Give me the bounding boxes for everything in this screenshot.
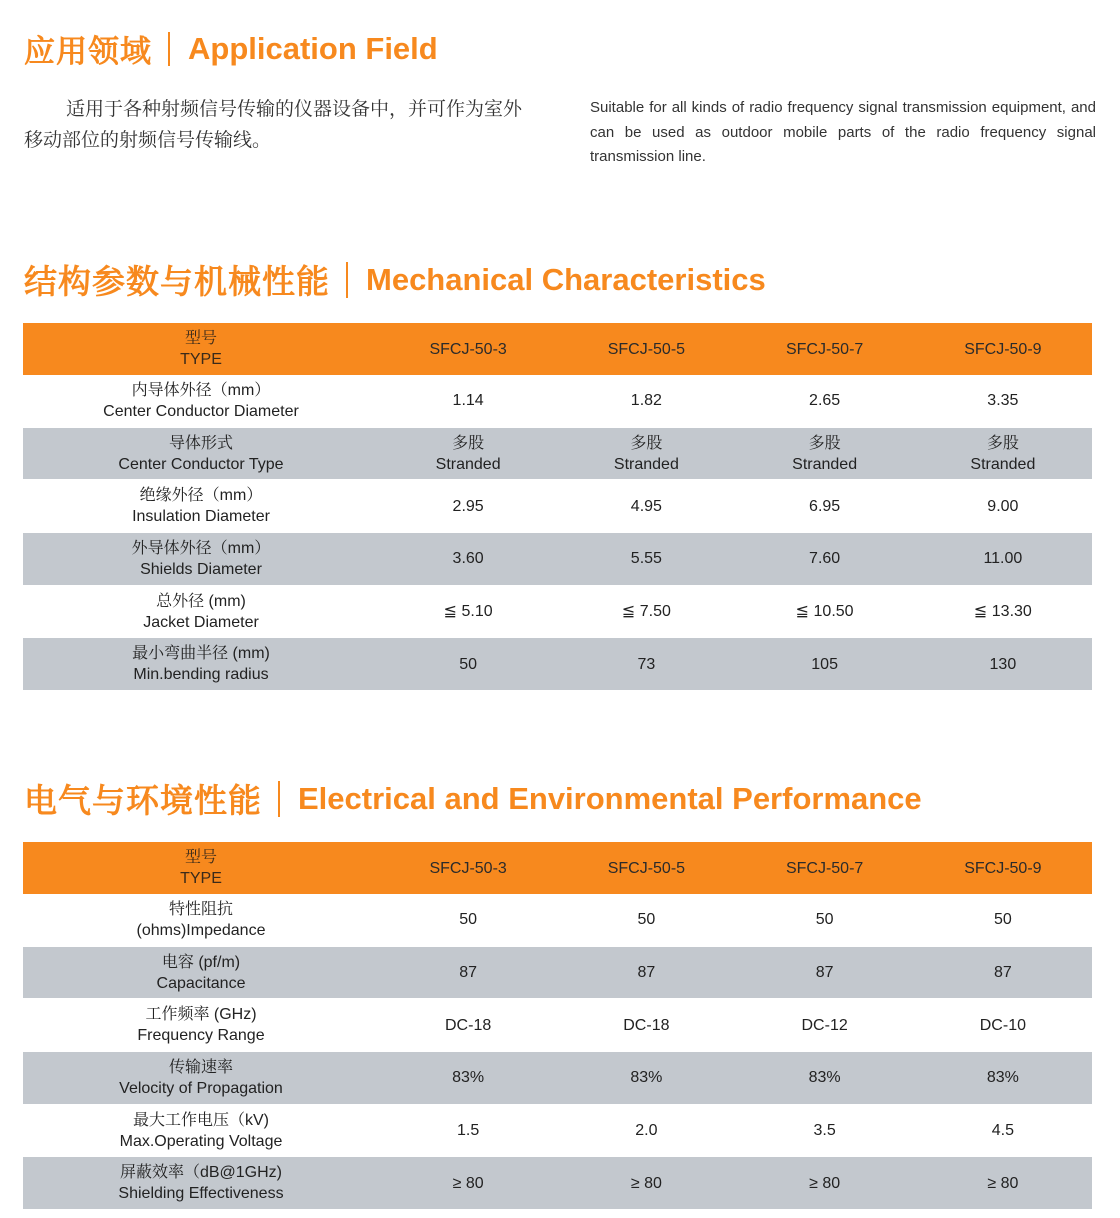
value-cell (379, 375, 557, 427)
value-text: 1.5 (457, 1122, 480, 1140)
value-text: ≦ 10.50 (795, 603, 854, 621)
mechanical-title-zh: 结构参数与机械性能 (24, 263, 330, 300)
value-cell (914, 894, 1092, 946)
value-cell (736, 999, 914, 1052)
value-cell (736, 480, 914, 533)
value-cell (736, 585, 914, 638)
param-label-en: Min.bending radius (133, 666, 269, 684)
param-label-zh: 绝缘外径（mm） (139, 487, 263, 505)
value-text: 5.55 (630, 550, 662, 568)
table-row (23, 1157, 1092, 1210)
value-text: 87 (993, 964, 1012, 982)
heading-divider (346, 262, 348, 298)
type-label-zh: 型号 (184, 330, 217, 347)
value-cell (379, 946, 557, 999)
value-cell (557, 894, 735, 946)
value-cell (736, 427, 914, 480)
param-label-en: Center Conductor Diameter (103, 402, 299, 420)
param-label-en: Shields Diameter (140, 560, 262, 578)
value-cell (379, 1157, 557, 1210)
value-text: 9.00 (987, 497, 1019, 515)
value-text: 6.95 (809, 497, 841, 515)
param-label-zh: 外导体外径（mm） (131, 539, 271, 557)
value-cell (914, 1052, 1092, 1105)
value-cell (557, 1052, 735, 1105)
table-row (23, 427, 1092, 480)
value-cell (557, 946, 735, 999)
value-text: 2.65 (809, 392, 841, 410)
application-title-zh: 应用领域 (24, 34, 152, 69)
param-label-cell (23, 1157, 379, 1210)
table-row (23, 999, 1092, 1052)
param-label-zh: 总外径 (mm) (156, 592, 246, 610)
value-cell (379, 533, 557, 586)
value-cell (379, 585, 557, 638)
model-header-cell: SFCJ-50-9 (914, 842, 1092, 894)
value-cell (557, 638, 735, 691)
table-row (23, 375, 1092, 427)
value-text: ≥ 80 (630, 1174, 662, 1192)
value-cell (736, 1104, 914, 1157)
value-cell (379, 999, 557, 1052)
mechanical-heading (24, 256, 766, 303)
value-cell (914, 533, 1092, 586)
param-label-en: Insulation Diameter (132, 508, 270, 526)
param-label-cell (23, 533, 379, 586)
table-row (23, 1052, 1092, 1105)
value-text: ≥ 80 (809, 1174, 841, 1192)
param-label-en: Capacitance (156, 974, 246, 992)
model-header-cell: SFCJ-50-7 (736, 842, 914, 894)
value-text: 50 (815, 911, 834, 929)
value-cell (379, 427, 557, 480)
value-text: 83% (986, 1069, 1019, 1087)
value-text: ≦ 13.30 (973, 603, 1032, 621)
param-label-zh: 传输速率 (168, 1058, 233, 1076)
value-text: ≥ 80 (987, 1174, 1019, 1192)
param-label-en: (ohms)Impedance (136, 921, 266, 939)
param-label-zh: 特性阻抗 (168, 900, 233, 918)
param-label-zh: 内导体外径（mm） (131, 381, 271, 399)
value-cell (379, 638, 557, 691)
application-heading (24, 26, 438, 71)
table-row (23, 480, 1092, 533)
value-text: 3.5 (813, 1122, 836, 1140)
value-cell (557, 480, 735, 533)
value-cell (379, 480, 557, 533)
value-text: 50 (993, 911, 1012, 929)
value-text: 105 (811, 655, 838, 673)
value-text: 多股 Stranded (970, 434, 1036, 473)
value-cell (914, 999, 1092, 1052)
value-text: DC-18 (623, 1016, 670, 1034)
value-cell (736, 946, 914, 999)
value-text: 多股 Stranded (792, 434, 858, 473)
value-cell (736, 1157, 914, 1210)
table-row (23, 638, 1092, 691)
value-cell (914, 946, 1092, 999)
value-text: 83% (630, 1069, 663, 1087)
param-label-en: Center Conductor Type (118, 455, 284, 473)
value-text: DC-12 (801, 1016, 848, 1034)
table-row (23, 585, 1092, 638)
type-label-en: TYPE (180, 870, 222, 887)
value-cell (557, 1104, 735, 1157)
value-text: 130 (989, 655, 1017, 673)
application-text-zh: 适用于各种射频信号传输的仪器设备中，并可作为室外移动部位的射频信号传输线。 (24, 99, 523, 151)
value-cell (736, 894, 914, 946)
param-label-en: Velocity of Propagation (119, 1079, 283, 1097)
param-label-cell (23, 1104, 379, 1157)
table-header-row (23, 842, 1092, 894)
value-cell (557, 999, 735, 1052)
value-text: 2.95 (452, 497, 484, 515)
value-text: DC-18 (445, 1016, 492, 1034)
param-label-cell (23, 946, 379, 999)
table-row (23, 946, 1092, 999)
value-text: 50 (459, 655, 478, 673)
value-text: 11.00 (983, 550, 1023, 568)
value-cell (736, 375, 914, 427)
value-cell (379, 1052, 557, 1105)
model-header-cell: SFCJ-50-9 (914, 323, 1092, 375)
value-cell (914, 480, 1092, 533)
value-cell (914, 585, 1092, 638)
param-label-en: Shielding Effectiveness (118, 1185, 284, 1203)
value-cell (557, 533, 735, 586)
value-text: 1.82 (630, 392, 662, 410)
param-label-cell (23, 1052, 379, 1105)
value-cell (379, 894, 557, 946)
value-cell (914, 375, 1092, 427)
value-cell (736, 533, 914, 586)
heading-divider (278, 781, 280, 817)
application-text-en: Suitable for all kinds of radio frequency signal transmission equipment, and can be used as outdoor mobile parts of the radio frequency signal transmission line. (590, 99, 1096, 165)
type-label-en: TYPE (180, 351, 222, 368)
value-cell (557, 375, 735, 427)
value-cell (379, 1104, 557, 1157)
value-cell (914, 1157, 1092, 1210)
value-text: ≦ 7.50 (621, 603, 671, 621)
value-text: 87 (815, 964, 834, 982)
value-text: 4.5 (991, 1122, 1014, 1140)
value-text: ≥ 80 (452, 1174, 484, 1192)
value-text: 83% (808, 1069, 841, 1087)
value-text: 7.60 (809, 550, 841, 568)
mechanical-title-en: Mechanical Characteristics (366, 261, 766, 297)
value-text: ≦ 5.10 (443, 603, 493, 621)
value-text: 50 (459, 911, 478, 929)
param-label-en: Jacket Diameter (143, 613, 259, 631)
value-text: DC-10 (979, 1016, 1026, 1034)
type-header-cell (23, 323, 379, 375)
param-label-cell (23, 480, 379, 533)
value-text: 73 (637, 655, 656, 673)
model-header-cell: SFCJ-50-7 (736, 323, 914, 375)
value-text: 87 (637, 964, 656, 982)
param-label-cell (23, 894, 379, 946)
param-label-cell (23, 999, 379, 1052)
electrical-title-en: Electrical and Environmental Performance (298, 780, 922, 816)
table-header-row (23, 323, 1092, 375)
heading-divider (168, 32, 170, 66)
value-text: 4.95 (630, 497, 662, 515)
param-label-zh: 屏蔽效率（dB@1GHz) (119, 1164, 283, 1182)
electrical-heading (24, 775, 922, 822)
param-label-zh: 工作频率 (GHz) (145, 1006, 257, 1024)
type-header-cell (23, 842, 379, 894)
value-cell (914, 638, 1092, 691)
param-label-zh: 最小弯曲半径 (mm) (132, 645, 270, 663)
param-label-zh: 电容 (pf/m) (161, 953, 241, 971)
model-header-cell: SFCJ-50-5 (557, 323, 735, 375)
param-label-en: Max.Operating Voltage (119, 1132, 283, 1150)
value-cell (914, 427, 1092, 480)
model-header-cell: SFCJ-50-3 (379, 323, 557, 375)
param-label-cell (23, 585, 379, 638)
param-label-cell (23, 375, 379, 427)
value-cell (557, 585, 735, 638)
model-header-cell: SFCJ-50-3 (379, 842, 557, 894)
electrical-title-zh: 电气与环境性能 (24, 782, 262, 819)
value-cell (736, 638, 914, 691)
value-cell (736, 1052, 914, 1105)
mechanical-table (23, 323, 1092, 691)
type-label-zh: 型号 (184, 849, 217, 866)
value-text: 3.60 (452, 550, 484, 568)
value-text: 3.35 (987, 392, 1019, 410)
param-label-zh: 最大工作电压（kV) (132, 1111, 269, 1129)
model-header-cell: SFCJ-50-5 (557, 842, 735, 894)
value-text: 2.0 (635, 1122, 658, 1140)
value-text: 50 (637, 911, 656, 929)
param-label-zh: 导体形式 (168, 434, 233, 452)
param-label-en: Frequency Range (137, 1027, 265, 1045)
table-row (23, 1104, 1092, 1157)
param-label-cell (23, 427, 379, 480)
table-row (23, 533, 1092, 586)
value-text: 多股 Stranded (613, 434, 679, 473)
electrical-table (23, 842, 1092, 1210)
value-text: 1.14 (452, 392, 484, 410)
value-text: 多股 Stranded (435, 434, 501, 473)
value-text: 83% (452, 1069, 485, 1087)
value-cell (557, 427, 735, 480)
table-row (23, 894, 1092, 946)
value-cell (557, 1157, 735, 1210)
value-text: 87 (459, 964, 478, 982)
value-cell (914, 1104, 1092, 1157)
application-title-en: Application Field (188, 30, 438, 66)
param-label-cell (23, 638, 379, 691)
